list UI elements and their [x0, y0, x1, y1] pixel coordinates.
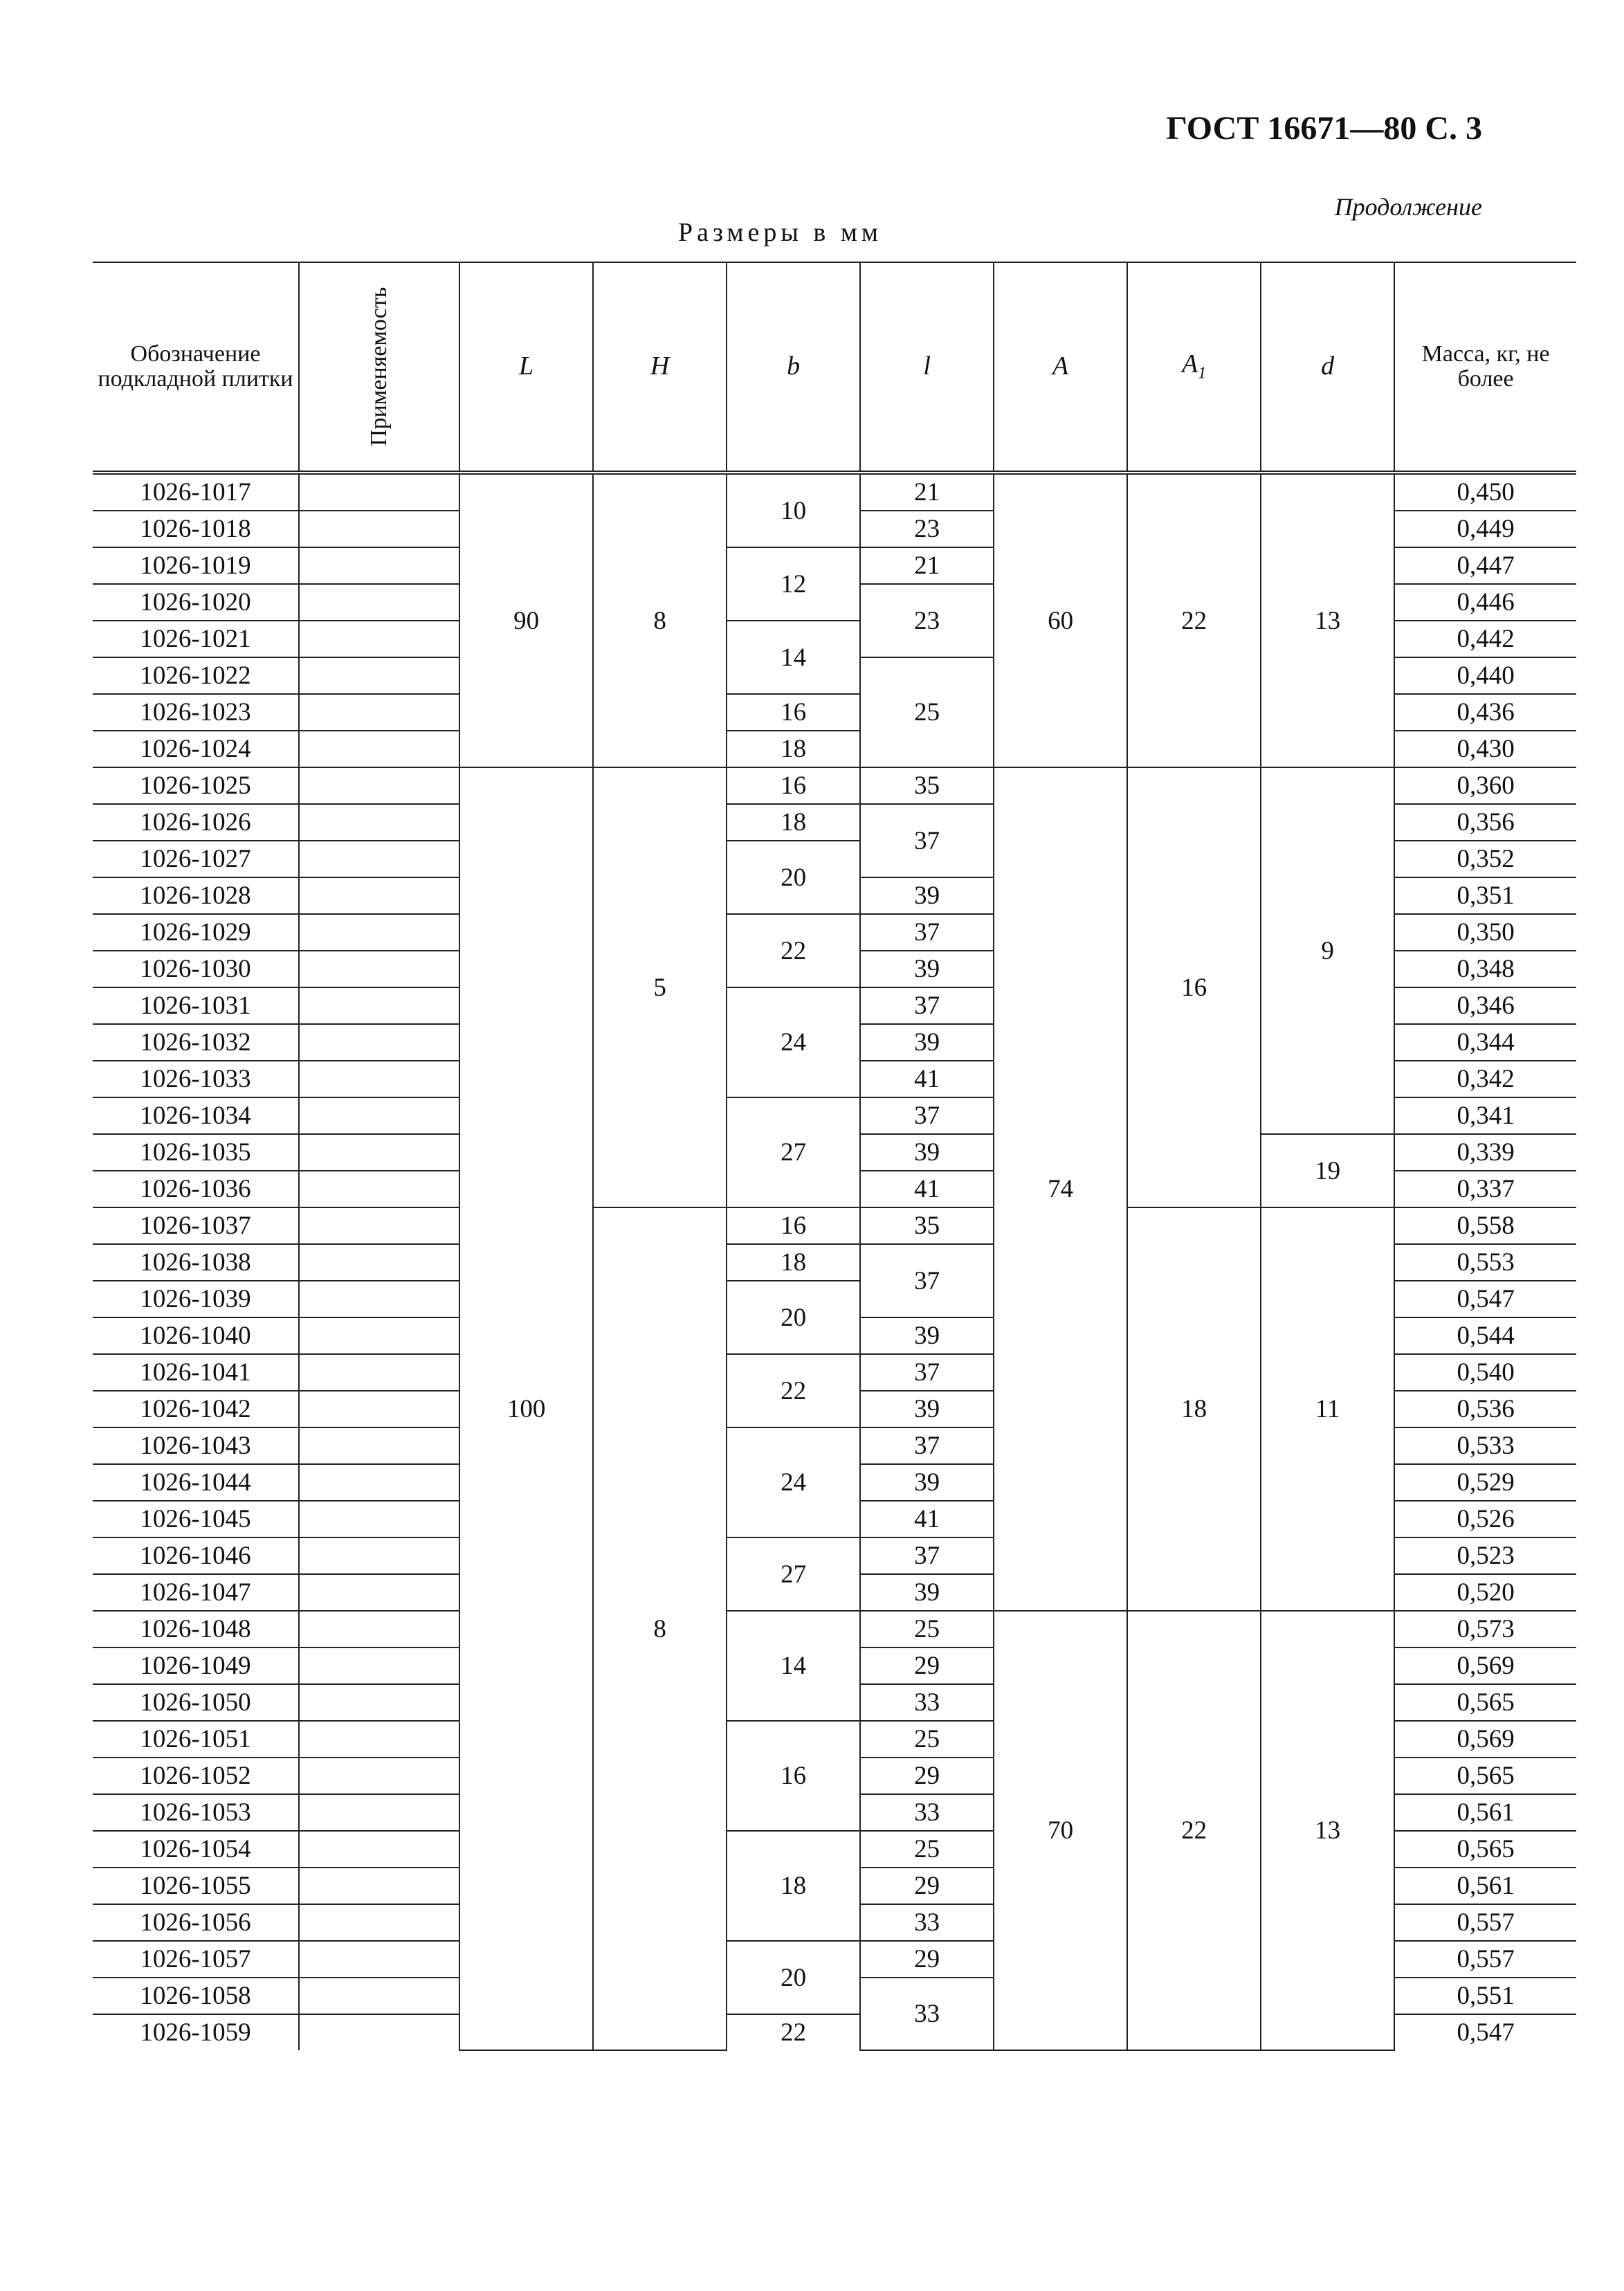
mass-cell: 0,446: [1394, 584, 1576, 621]
designation-cell: 1026-1040: [93, 1317, 299, 1354]
applicability-cell: [299, 584, 459, 621]
designation-cell: 1026-1052: [93, 1758, 299, 1794]
applicability-cell: [299, 511, 459, 547]
l-cell: 39: [860, 1134, 994, 1171]
b-cell: 14: [727, 621, 860, 694]
applicability-cell: [299, 1758, 459, 1794]
l-cell: 33: [860, 1794, 994, 1831]
designation-cell: 1026-1036: [93, 1171, 299, 1207]
b-cell: 18: [727, 1244, 860, 1281]
header-applicability: [299, 262, 459, 473]
mass-cell: 0,360: [1394, 767, 1576, 804]
designation-cell: 1026-1032: [93, 1024, 299, 1061]
header-applicability-label: Применяемость: [366, 286, 392, 447]
d-cell: 13: [1261, 1611, 1394, 2050]
designation-cell: 1026-1031: [93, 987, 299, 1024]
mass-cell: 0,551: [1394, 1978, 1576, 2014]
applicability-cell: [299, 1464, 459, 1501]
a-cell: 74: [994, 767, 1127, 1611]
designation-cell: 1026-1051: [93, 1721, 299, 1758]
b-cell: 18: [727, 731, 860, 767]
applicability-cell: [299, 914, 459, 951]
applicability-cell: [299, 1794, 459, 1831]
mass-cell: 0,553: [1394, 1244, 1576, 1281]
applicability-cell: [299, 547, 459, 584]
table-row: [93, 1207, 1576, 1244]
designation-cell: 1026-1023: [93, 694, 299, 731]
mass-cell: 0,339: [1394, 1134, 1576, 1171]
applicability-cell: [299, 694, 459, 731]
designation-cell: 1026-1019: [93, 547, 299, 584]
designation-cell: 1026-1035: [93, 1134, 299, 1171]
b-cell: 16: [727, 767, 860, 804]
designation-cell: 1026-1018: [93, 511, 299, 547]
l-cell: 29: [860, 1941, 994, 1978]
header-H: H: [593, 262, 727, 473]
l-cell: 29: [860, 1647, 994, 1684]
applicability-cell: [299, 1427, 459, 1464]
designation-cell: 1026-1055: [93, 1868, 299, 1904]
mass-cell: 0,561: [1394, 1794, 1576, 1831]
b-cell: 12: [727, 547, 860, 621]
l-cell: 37: [860, 1427, 994, 1464]
l-cell: 33: [860, 1904, 994, 1941]
l-cell: 33: [860, 1978, 994, 2050]
header-L: L: [459, 262, 593, 473]
l-cell: 35: [860, 1207, 994, 1244]
designation-cell: 1026-1037: [93, 1207, 299, 1244]
l-cell: 37: [860, 804, 994, 877]
l-cell: 25: [860, 657, 994, 767]
l-cell: 33: [860, 1684, 994, 1721]
applicability-cell: [299, 1024, 459, 1061]
table-row: [93, 767, 1576, 804]
designation-cell: 1026-1043: [93, 1427, 299, 1464]
applicability-cell: [299, 1281, 459, 1317]
applicability-cell: [299, 1097, 459, 1134]
mass-cell: 0,565: [1394, 1684, 1576, 1721]
applicability-cell: [299, 621, 459, 657]
applicability-cell: [299, 1537, 459, 1574]
a1-cell: 22: [1127, 473, 1261, 767]
a-cell: 70: [994, 1611, 1127, 2050]
designation-cell: 1026-1017: [93, 473, 299, 511]
dimensions-table: [93, 262, 1576, 2051]
mass-cell: 0,352: [1394, 841, 1576, 877]
applicability-cell: [299, 1611, 459, 1647]
mass-cell: 0,569: [1394, 1721, 1576, 1758]
mass-cell: 0,520: [1394, 1574, 1576, 1611]
l-cell: 21: [860, 473, 994, 511]
mass-cell: 0,557: [1394, 1941, 1576, 1978]
b-cell: 20: [727, 841, 860, 914]
mass-cell: 0,350: [1394, 914, 1576, 951]
applicability-cell: [299, 1831, 459, 1868]
mass-cell: 0,540: [1394, 1354, 1576, 1391]
mass-cell: 0,440: [1394, 657, 1576, 694]
mass-cell: 0,569: [1394, 1647, 1576, 1684]
mass-cell: 0,341: [1394, 1097, 1576, 1134]
l-cell: 39: [860, 1024, 994, 1061]
l-cell: 37: [860, 914, 994, 951]
applicability-cell: [299, 657, 459, 694]
designation-cell: 1026-1053: [93, 1794, 299, 1831]
l-cell: 90: [459, 473, 593, 767]
mass-cell: 0,351: [1394, 877, 1576, 914]
applicability-cell: [299, 1244, 459, 1281]
designation-cell: 1026-1026: [93, 804, 299, 841]
applicability-cell: [299, 841, 459, 877]
mass-cell: 0,342: [1394, 1061, 1576, 1097]
b-cell: 14: [727, 1611, 860, 1721]
header-mass: Масса, кг, не более: [1394, 262, 1576, 473]
h-cell: 8: [593, 1207, 727, 2050]
b-cell: 20: [727, 1281, 860, 1354]
a1-cell: 18: [1127, 1207, 1261, 1611]
header-A: A: [994, 262, 1127, 473]
l-cell: 37: [860, 987, 994, 1024]
table-body: [93, 473, 1576, 2050]
designation-cell: 1026-1027: [93, 841, 299, 877]
mass-cell: 0,447: [1394, 547, 1576, 584]
mass-cell: 0,348: [1394, 951, 1576, 987]
b-cell: 18: [727, 804, 860, 841]
designation-cell: 1026-1046: [93, 1537, 299, 1574]
applicability-cell: [299, 1574, 459, 1611]
mass-cell: 0,544: [1394, 1317, 1576, 1354]
applicability-cell: [299, 804, 459, 841]
b-cell: 18: [727, 1831, 860, 1941]
mass-cell: 0,346: [1394, 987, 1576, 1024]
applicability-cell: [299, 767, 459, 804]
mass-cell: 0,442: [1394, 621, 1576, 657]
designation-cell: 1026-1057: [93, 1941, 299, 1978]
a-cell: 60: [994, 473, 1127, 767]
designation-cell: 1026-1020: [93, 584, 299, 621]
l-cell: 25: [860, 1611, 994, 1647]
designation-cell: 1026-1025: [93, 767, 299, 804]
l-cell: 23: [860, 584, 994, 657]
header-row: [93, 262, 1576, 473]
mass-cell: 0,536: [1394, 1391, 1576, 1427]
designation-cell: 1026-1022: [93, 657, 299, 694]
mass-cell: 0,337: [1394, 1171, 1576, 1207]
l-cell: 37: [860, 1537, 994, 1574]
l-cell: 21: [860, 547, 994, 584]
l-cell: 23: [860, 511, 994, 547]
designation-cell: 1026-1047: [93, 1574, 299, 1611]
mass-cell: 0,565: [1394, 1831, 1576, 1868]
designation-cell: 1026-1059: [93, 2014, 299, 2050]
designation-cell: 1026-1024: [93, 731, 299, 767]
applicability-cell: [299, 1207, 459, 1244]
d-cell: 13: [1261, 473, 1394, 767]
mass-cell: 0,565: [1394, 1758, 1576, 1794]
mass-cell: 0,450: [1394, 473, 1576, 511]
mass-cell: 0,573: [1394, 1611, 1576, 1647]
designation-cell: 1026-1029: [93, 914, 299, 951]
l-cell: 41: [860, 1171, 994, 1207]
l-cell: 39: [860, 1464, 994, 1501]
header-designation: Обозначение подкладной плитки: [93, 262, 299, 473]
b-cell: 24: [727, 987, 860, 1097]
designation-cell: 1026-1054: [93, 1831, 299, 1868]
designation-cell: 1026-1041: [93, 1354, 299, 1391]
mass-cell: 0,547: [1394, 2014, 1576, 2050]
designation-cell: 1026-1058: [93, 1978, 299, 2014]
applicability-cell: [299, 1904, 459, 1941]
applicability-cell: [299, 1171, 459, 1207]
applicability-cell: [299, 1317, 459, 1354]
b-cell: 24: [727, 1427, 860, 1537]
applicability-cell: [299, 473, 459, 511]
b-cell: 27: [727, 1537, 860, 1611]
l-cell: 25: [860, 1831, 994, 1868]
units-caption: Размеры в мм: [678, 218, 882, 247]
applicability-cell: [299, 1978, 459, 2014]
l-cell: 39: [860, 951, 994, 987]
applicability-cell: [299, 2014, 459, 2050]
applicability-cell: [299, 951, 459, 987]
mass-cell: 0,533: [1394, 1427, 1576, 1464]
applicability-cell: [299, 731, 459, 767]
page-title: ГОСТ 16671—80 С. 3: [1166, 110, 1482, 147]
b-cell: 22: [727, 914, 860, 987]
mass-cell: 0,557: [1394, 1904, 1576, 1941]
b-cell: 16: [727, 694, 860, 731]
mass-cell: 0,529: [1394, 1464, 1576, 1501]
l-cell: 37: [860, 1097, 994, 1134]
designation-cell: 1026-1056: [93, 1904, 299, 1941]
designation-cell: 1026-1021: [93, 621, 299, 657]
applicability-cell: [299, 1134, 459, 1171]
l-cell: 39: [860, 1574, 994, 1611]
b-cell: 16: [727, 1721, 860, 1831]
designation-cell: 1026-1045: [93, 1501, 299, 1537]
designation-cell: 1026-1049: [93, 1647, 299, 1684]
table-row: [93, 1611, 1576, 1647]
mass-cell: 0,449: [1394, 511, 1576, 547]
continuation-label: Продолжение: [1334, 193, 1482, 221]
applicability-cell: [299, 1868, 459, 1904]
b-cell: 27: [727, 1097, 860, 1207]
designation-cell: 1026-1050: [93, 1684, 299, 1721]
header-d: d: [1261, 262, 1394, 473]
designation-cell: 1026-1033: [93, 1061, 299, 1097]
header-A1: $A_1$: [1127, 262, 1261, 473]
designation-cell: 1026-1034: [93, 1097, 299, 1134]
a1-cell: 16: [1127, 767, 1261, 1207]
designation-cell: 1026-1042: [93, 1391, 299, 1427]
applicability-cell: [299, 1061, 459, 1097]
mass-cell: 0,547: [1394, 1281, 1576, 1317]
b-cell: 10: [727, 473, 860, 547]
designation-cell: 1026-1048: [93, 1611, 299, 1647]
applicability-cell: [299, 1354, 459, 1391]
l-cell: 29: [860, 1758, 994, 1794]
l-cell: 35: [860, 767, 994, 804]
designation-cell: 1026-1044: [93, 1464, 299, 1501]
h-cell: 8: [593, 473, 727, 767]
designation-cell: 1026-1030: [93, 951, 299, 987]
mass-cell: 0,558: [1394, 1207, 1576, 1244]
table-row: [93, 473, 1576, 511]
l-cell: 37: [860, 1244, 994, 1317]
b-cell: 16: [727, 1207, 860, 1244]
mass-cell: 0,430: [1394, 731, 1576, 767]
mass-cell: 0,523: [1394, 1537, 1576, 1574]
l-cell: 39: [860, 1317, 994, 1354]
header-b: b: [727, 262, 860, 473]
b-cell: 22: [727, 2014, 860, 2050]
mass-cell: 0,344: [1394, 1024, 1576, 1061]
l-cell: 41: [860, 1061, 994, 1097]
applicability-cell: [299, 1391, 459, 1427]
d-cell: 11: [1261, 1207, 1394, 1611]
designation-cell: 1026-1038: [93, 1244, 299, 1281]
header-l: l: [860, 262, 994, 473]
l-cell: 39: [860, 1391, 994, 1427]
designation-cell: 1026-1039: [93, 1281, 299, 1317]
l-cell: 100: [459, 767, 593, 2050]
applicability-cell: [299, 1647, 459, 1684]
h-cell: 5: [593, 767, 727, 1207]
l-cell: 29: [860, 1868, 994, 1904]
l-cell: 39: [860, 877, 994, 914]
mass-cell: 0,561: [1394, 1868, 1576, 1904]
applicability-cell: [299, 1721, 459, 1758]
mass-cell: 0,436: [1394, 694, 1576, 731]
applicability-cell: [299, 1684, 459, 1721]
applicability-cell: [299, 877, 459, 914]
applicability-cell: [299, 987, 459, 1024]
d-cell: 9: [1261, 767, 1394, 1134]
applicability-cell: [299, 1501, 459, 1537]
a1-cell: 22: [1127, 1611, 1261, 2050]
b-cell: 22: [727, 1354, 860, 1427]
mass-cell: 0,526: [1394, 1501, 1576, 1537]
b-cell: 20: [727, 1941, 860, 2014]
mass-cell: 0,356: [1394, 804, 1576, 841]
l-cell: 25: [860, 1721, 994, 1758]
l-cell: 37: [860, 1354, 994, 1391]
d-cell: 19: [1261, 1134, 1394, 1207]
l-cell: 41: [860, 1501, 994, 1537]
applicability-cell: [299, 1941, 459, 1978]
designation-cell: 1026-1028: [93, 877, 299, 914]
